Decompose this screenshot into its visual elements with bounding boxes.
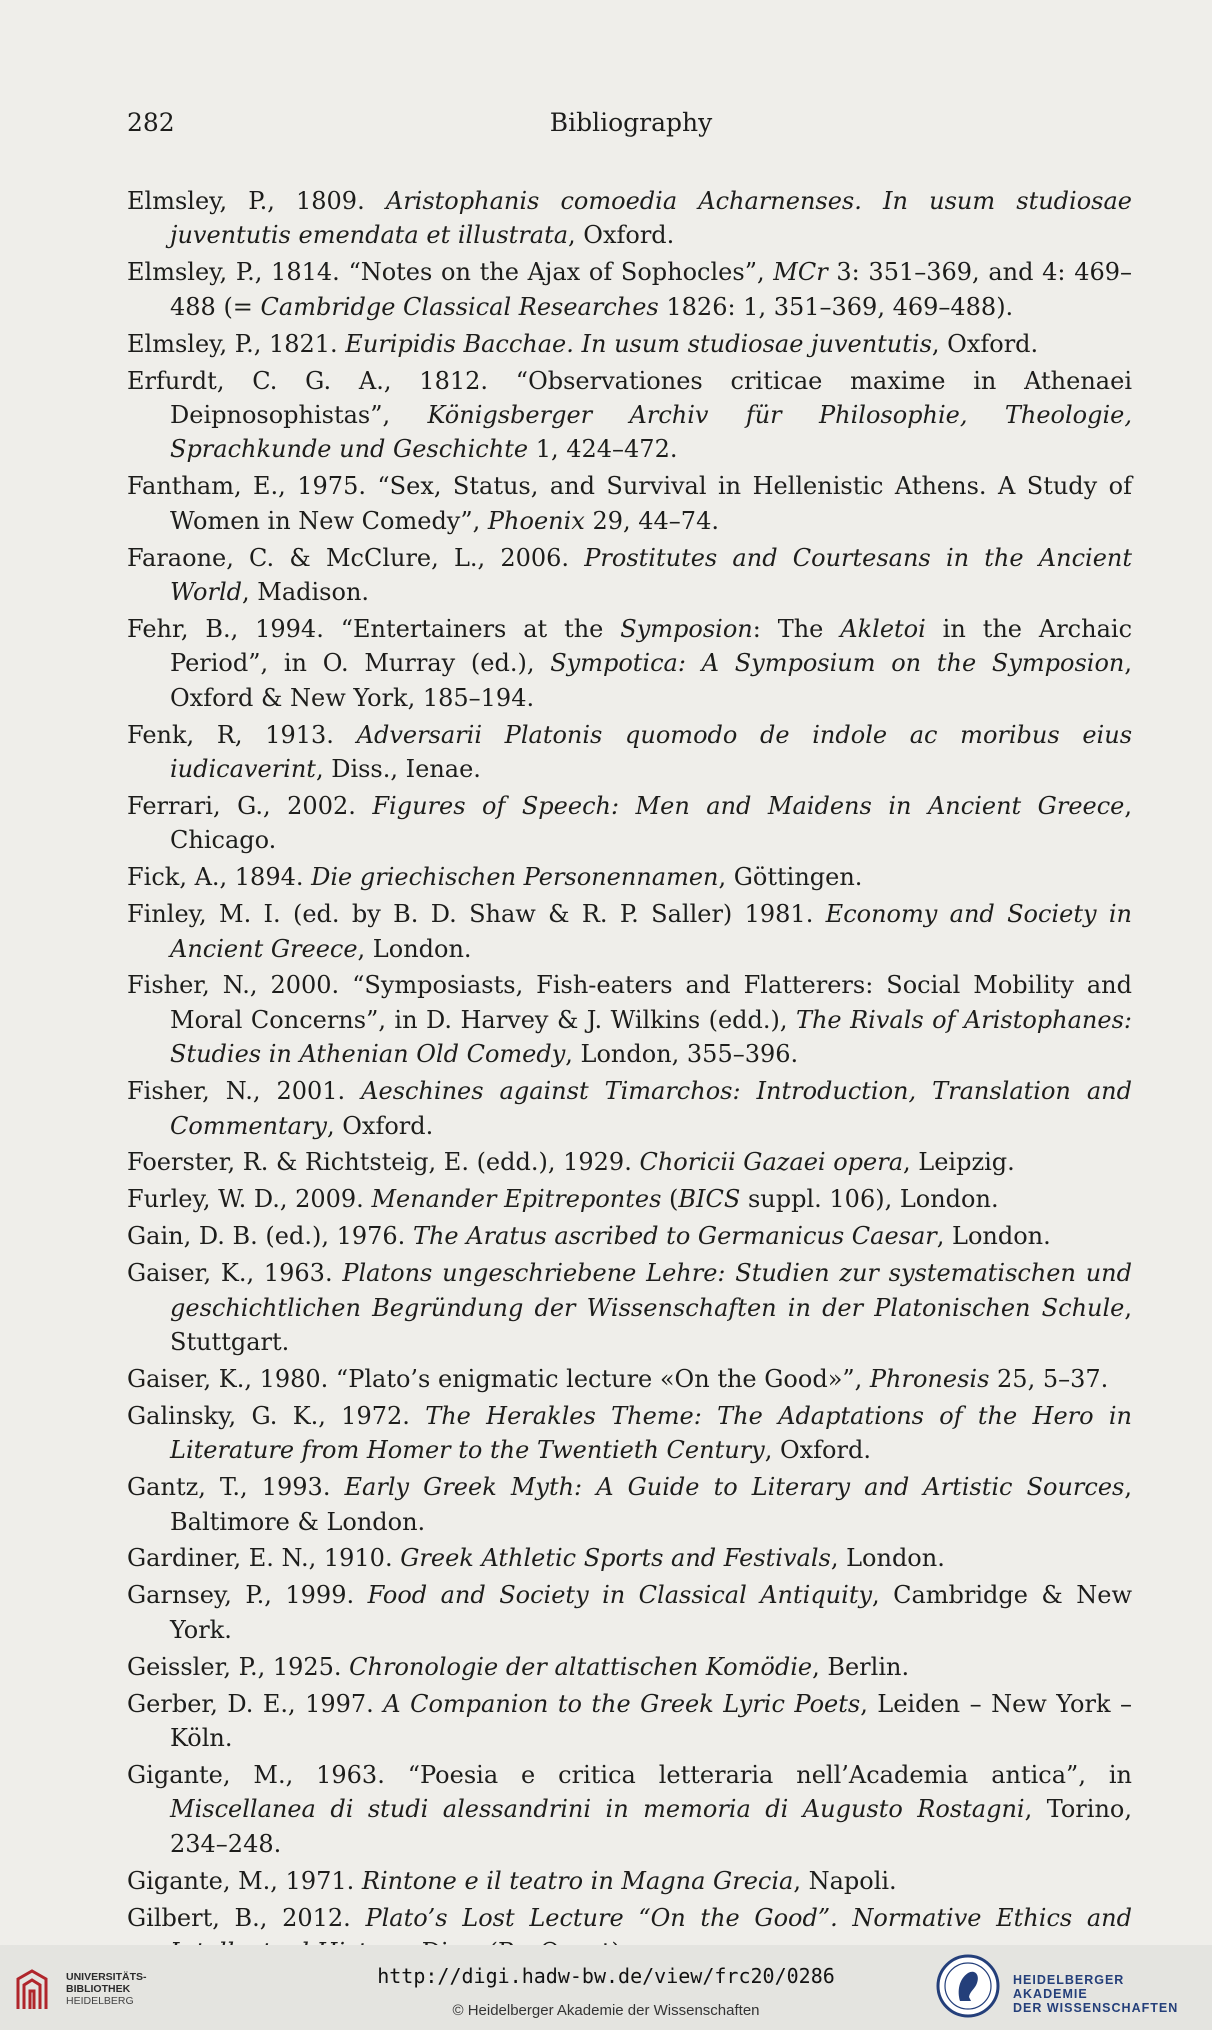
bibliography-entry [127,1145,1132,1179]
entry-text: Fehr, B., 1994. “Entertainers at the [127,614,621,643]
bibliography-entry [127,897,1132,966]
entry-text: , London, 355–396. [565,1040,799,1069]
entry-text: 3: 351–369, and 4: 469–488 (= [170,258,1133,321]
entry-title-italic: Economy and Society in Ancient Greece [170,900,1132,963]
entry-text: 25, 5–37. [989,1364,1109,1393]
entry-text: Fantham, E., 1975. “Sex, Status, and Survival in Hellenistic Athens. A Study of Women in New Comedy”, [127,472,1132,535]
entry-title-italic: Early Greek Myth: A Guide to Literary and Artistic Sources [344,1473,1125,1502]
entry-text: Furley, W. D., 2009. [127,1185,372,1214]
bibliography-entry [127,1578,1132,1647]
bibliography-entry [127,327,1132,361]
entry-title-italic: Die griechischen Personennamen [311,863,719,892]
entry-text: suppl. 106), London. [740,1185,999,1214]
library-logo-line: UNIVERSITÄTS- [66,1971,147,1983]
entry-text: , Oxford & New York, 185–194. [170,649,1132,712]
entry-text: , Oxford. [931,329,1039,358]
bibliography-entry [127,1399,1132,1468]
entry-text: , London. [830,1544,945,1573]
entry-title-italic: MCr [773,258,828,287]
entry-title-italic: Prostitutes and Courtesans in the Ancient World [170,543,1132,606]
entry-title-italic: The Aratus ascribed to Germanicus Caesar [412,1222,937,1251]
bibliography-entry [127,718,1132,787]
entry-title-italic: Menander Epitrepontes [371,1185,662,1214]
entry-text: Elmsley, P., 1821. [127,329,346,358]
entry-text: , Stuttgart. [170,1293,1132,1356]
entry-text: Finley, M. I. (ed. by B. D. Shaw & R. P. Saller) 1981. [127,900,826,929]
bibliography-entry [127,612,1132,715]
entry-text: Fenk, R, 1913. [127,720,357,749]
entry-text: , London. [936,1222,1051,1251]
entry-title-italic: The Herakles Theme: The Adaptations of the Hero in Literature from Homer to the Twentieth Century [170,1401,1132,1465]
entry-text: 1826: 1, 351–369, 469–488). [658,292,1014,321]
entry-title-italic: Phronesis [869,1364,990,1393]
entry-text: , Oxford. [326,1111,434,1140]
entry-text: Erfurdt, C. G. A., 1812. “Observationes criticae maxime in Athenaei Deipnosophistas”, [127,366,1132,429]
entry-title-italic: Figures of Speech: Men and Maidens in Ancient Greece [372,791,1125,820]
page-number: 282 [127,108,175,137]
entry-text: , Madison. [242,577,370,606]
permalink-url[interactable]: http://digi.hadw-bw.de/view/frc20/0286 [377,1964,835,1988]
bibliography-entry [127,1687,1132,1756]
entry-text: , Leiden – New York – Köln. [170,1689,1132,1752]
entry-text: , Torino, 234–248. [170,1795,1132,1858]
entry-title-italic: Aeschines against Timarchos: Introduction, Translation and Commentary [170,1077,1132,1140]
library-logo-line: HEIDELBERG [66,1995,134,2007]
entry-text: Galinsky, G. K., 1972. [127,1401,426,1430]
entry-text: , Berlin. [812,1652,910,1681]
entry-text: Elmsley, P., 1814. “Notes on the Ajax of Sophocles”, [127,258,774,287]
entry-text: Elmsley, P., 1809. [127,187,386,215]
entry-text: ( [661,1185,679,1214]
entry-text: Fick, A., 1894. [127,863,312,892]
entry-title-italic: Adversarii Platonis quomodo de indole ac moribus eius iudicaverint [170,720,1133,783]
entry-text: , London. [357,934,472,963]
academy-logo-line: DER WISSENSCHAFTEN [1013,2001,1179,2015]
bibliography-entry [127,1864,1132,1898]
entry-title-italic: Königsberger Archiv für Philosophie, Theologie, Sprachkunde und Geschichte [170,400,1132,464]
bibliography-entry [127,1219,1132,1253]
entry-text: Gilbert, B., 2012. [127,1903,366,1932]
entry-title-italic: Sympotica: A Symposium on the Symposion [550,649,1125,678]
entry-text: Foerster, R. & Richtsteig, E. (edd.), 1929. [127,1148,640,1177]
bibliography-entry [127,255,1132,324]
footer [0,1945,1212,2030]
entry-title-italic: BICS [678,1185,741,1214]
bibliography-entry [127,541,1132,610]
bibliography-entry [127,1362,1132,1396]
entry-title-italic: Platons ungeschriebene Lehre: Studien zur systematischen und geschichtlichen Begründung der Wissenschaften in der Platonischen Schule [170,1259,1132,1322]
bibliography-entry [127,1182,1132,1216]
entry-text: : The [752,614,841,643]
entry-text: Gigante, M., 1971. [127,1866,362,1895]
library-logo-line: BIBLIOTHEK [66,1983,131,1995]
academy-seal-icon [935,1953,1001,2019]
entry-text: Fisher, N., 2001. [127,1077,362,1106]
academy-logo-line: HEIDELBERGER AKADEMIE [1013,1973,1125,2001]
running-head: Bibliography [549,108,713,137]
entry-text: Ferrari, G., 2002. [127,791,373,820]
bibliography-entry [127,1758,1132,1861]
bibliography-entry [127,1650,1132,1684]
bibliography-entry [127,1256,1132,1359]
bibliography-entry [127,469,1132,538]
entry-text: 29, 44–74. [584,506,719,535]
bibliography-entry [127,860,1132,894]
entry-title-italic: Cambridge Classical Researches [260,292,659,321]
entry-text: , Göttingen. [718,863,863,892]
entry-text: , Oxford. [568,221,675,250]
entry-text: Gaiser, K., 1980. “Plato’s enigmatic lecture «On the Good»”, [127,1364,870,1393]
entry-title-italic: Aristophanis comoedia Acharnenses. In usum studiosae juventutis emendata et illustrata [170,187,1132,250]
entry-title-italic: Food and Society in Classical Antiquity [367,1581,873,1610]
bibliography-entry [127,184,1132,253]
entry-text: Gantz, T., 1993. [127,1473,345,1502]
entry-title-italic: Plato’s Lost Lecture “On the Good”. Normative Ethics and [365,1903,1132,1932]
entry-title-italic: Choricii Gazaei opera [639,1148,904,1177]
entry-text: in the Archaic Period”, in O. Murray (ed.), [170,614,1133,678]
entry-title-italic: The Rivals of Aristophanes: Studies in Athenian Old Comedy [170,1005,1132,1069]
bibliography-entry [127,968,1132,1071]
entry-text: Gerber, D. E., 1997. [127,1689,384,1718]
bibliography-entry [127,1074,1132,1143]
entry-text: 1, 424–472. [528,435,678,464]
entry-text: Garnsey, P., 1999. [127,1581,368,1610]
entry-title-italic: Phoenix [487,506,585,535]
copyright-notice: © Heidelberger Akademie der Wissenschaften [452,2002,760,2019]
entry-title-italic: Greek Athletic Sports and Festivals [400,1544,831,1573]
entry-title-italic: Miscellanea di studi alessandrini in memoria di Augusto Rostagni [170,1795,1025,1824]
entry-title-italic: Akletoi [840,614,926,643]
entry-text: , Napoli. [793,1866,897,1895]
entry-title-italic: Symposion [620,614,753,643]
entry-text: , Oxford. [764,1436,871,1465]
entry-text: Gain, D. B. (ed.), 1976. [127,1222,413,1251]
entry-text: Geissler, P., 1925. [127,1652,350,1681]
entry-text: Faraone, C. & McClure, L., 2006. [127,543,585,572]
bibliography-list [127,184,1132,1972]
bibliography-entry [127,1541,1132,1575]
bibliography-entry [127,789,1132,858]
bibliography-entry [127,364,1132,467]
entry-title-italic: Euripidis Bacchae. In usum studiosae juventutis [345,329,932,358]
entry-text: Fisher, N., 2000. “Symposiasts, Fish-eaters and Flatterers: Social Mobility and Moral Concerns”, in D. Harvey & J. Wilkins (edd.), [127,971,1132,1034]
page-header [127,108,1135,148]
entry-text: , Diss., Ienae. [315,755,481,783]
entry-text: , Cambridge & New York. [170,1581,1132,1644]
entry-title-italic: A Companion to the Greek Lyric Poets [383,1689,861,1718]
bibliography-entry [127,1470,1132,1539]
entry-text: , Chicago. [170,791,1133,855]
entry-text: Gaiser, K., 1963. [127,1259,343,1288]
entry-text: , Leipzig. [903,1148,1015,1177]
entry-text: Gigante, M., 1963. “Poesia e critica letteraria nell’Academia antica”, in [127,1760,1132,1789]
entry-text: Gardiner, E. N., 1910. [127,1544,401,1573]
entry-title-italic: Chronologie der altattischen Komödie [349,1652,813,1681]
academy-logo[interactable] [935,1953,1200,2023]
entry-text: , Baltimore & London. [170,1473,1132,1536]
entry-title-italic: Rintone e il teatro in Magna Grecia [361,1866,794,1895]
academy-name [1013,1973,1200,2015]
